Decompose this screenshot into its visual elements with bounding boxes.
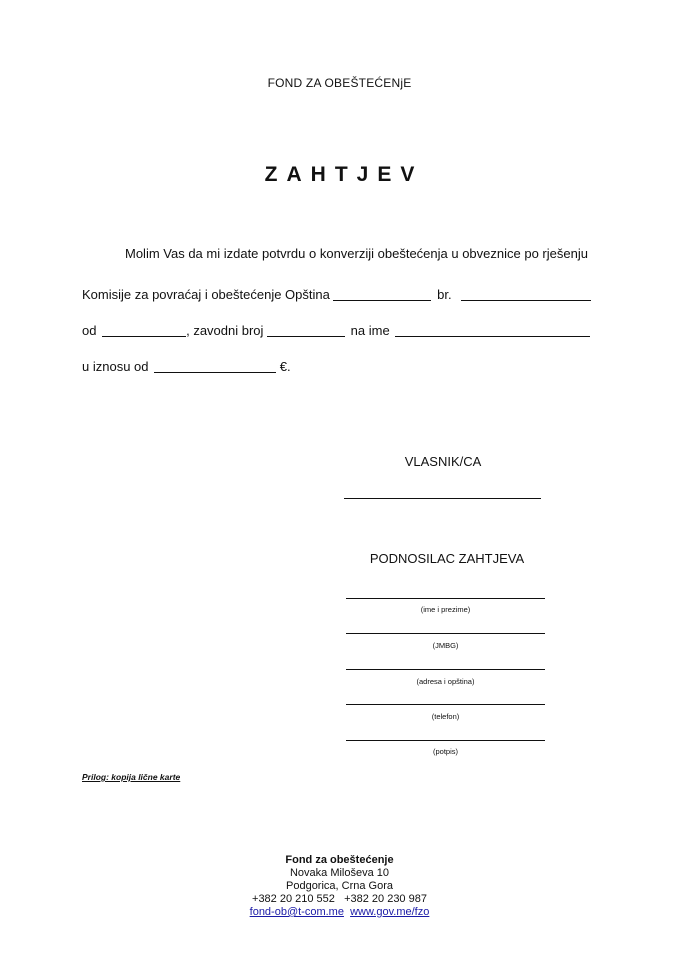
- request-line-3: [82, 321, 590, 338]
- applicant-jmbg-caption: (JMBG): [432, 641, 459, 650]
- number-label: br.: [437, 287, 452, 302]
- registry-number-blank[interactable]: [267, 323, 345, 337]
- date-blank[interactable]: [102, 323, 186, 337]
- footer-city: Podgorica, Crna Gora: [286, 880, 393, 892]
- document-title: ZAHTJEV: [264, 163, 424, 186]
- request-text: Molim Vas da mi izdate potvrdu o konverziji obeštećenja u obveznice po rješenju: [125, 246, 588, 261]
- applicant-phone-line[interactable]: [346, 704, 545, 705]
- request-line-1: [125, 246, 588, 261]
- applicant-name-caption: (ime i prezime): [420, 605, 471, 614]
- applicant-address-caption: (adresa i opština): [416, 677, 475, 686]
- municipality-blank[interactable]: [333, 287, 431, 301]
- owner-label: VLASNIK/CA: [404, 454, 482, 469]
- owner-name-blank[interactable]: [395, 323, 590, 337]
- footer-phones: +382 20 210 552 +382 20 230 987: [252, 893, 427, 905]
- request-line-4: [82, 357, 291, 374]
- amount-label: u iznosu od: [82, 359, 149, 374]
- date-label: od: [82, 323, 97, 338]
- applicant-name-line[interactable]: [346, 598, 545, 599]
- amount-blank[interactable]: [154, 359, 276, 373]
- footer-contacts: [0, 906, 679, 919]
- applicant-jmbg-line[interactable]: [346, 633, 545, 634]
- footer-street: Novaka Miloševa 10: [289, 867, 390, 879]
- request-line-2: [82, 285, 591, 302]
- email-link[interactable]: fond-ob@t-com.me: [249, 906, 344, 918]
- website-link[interactable]: www.gov.me/fzo: [350, 906, 430, 918]
- registry-label: , zavodni broj: [186, 323, 264, 338]
- organization-header: FOND ZA OBEŠTEĆENjE: [267, 76, 412, 90]
- commission-text: Komisije za povraćaj i obeštećenje Opština: [82, 287, 330, 302]
- applicant-phone-caption: (telefon): [431, 712, 460, 721]
- applicant-signature-caption: (potpis): [432, 747, 458, 756]
- applicant-address-line[interactable]: [346, 669, 545, 670]
- name-label: na ime: [350, 323, 390, 338]
- applicant-label: PODNOSILAC ZAHTJEVA: [369, 551, 525, 566]
- attachment-note: Prilog: kopija lične karte: [82, 772, 181, 782]
- footer-organization: Fond za obeštećenje: [285, 854, 394, 866]
- applicant-signature-line[interactable]: [346, 740, 545, 741]
- currency-label: €.: [279, 359, 291, 374]
- decision-number-blank[interactable]: [461, 287, 591, 301]
- owner-signature-line[interactable]: [344, 498, 541, 499]
